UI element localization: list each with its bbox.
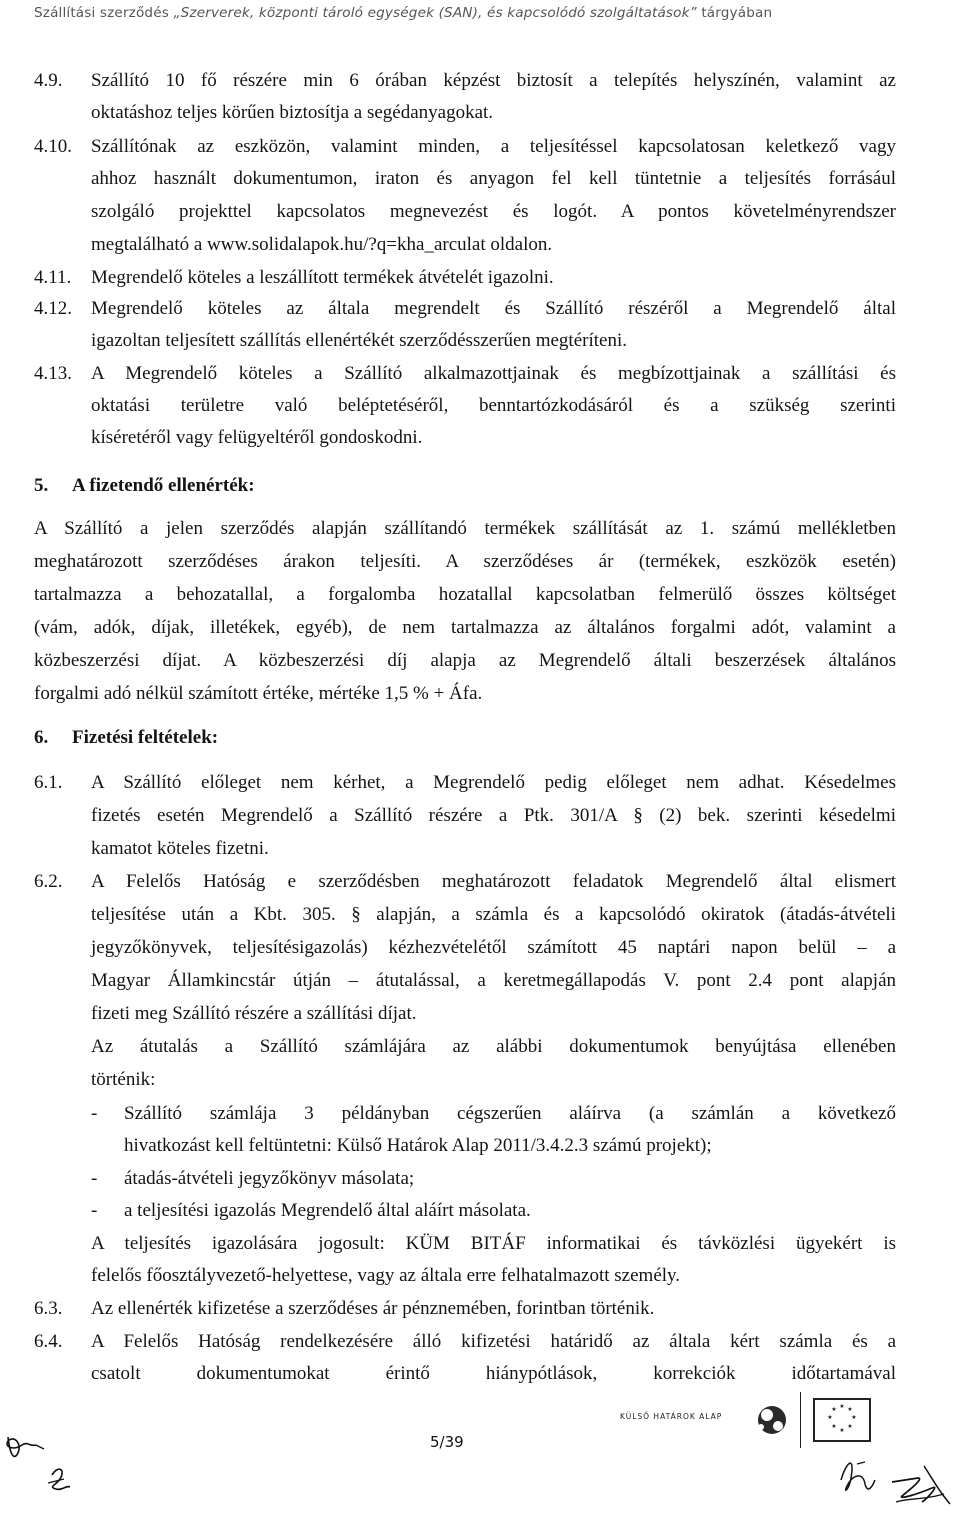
clause-number: 4.10.: [34, 136, 72, 157]
clause-line: Az átutalás a Szállító számlájára az alábbi dokumentumok benyújtása ellenében: [91, 1036, 896, 1057]
bullet-line: hivatkozást kell feltüntetni: Külső Határok Alap 2011/3.4.2.3 számú projekt);: [124, 1135, 712, 1156]
clause-line: Magyar Államkincstár útján – átutalással, a keretmegállapodás V. pont 2.4 pont alapján: [91, 970, 896, 991]
running-header-suffix: tárgyában: [696, 5, 773, 21]
clause-line: kíséretéről vagy felügyeltéről gondoskodni.: [91, 427, 423, 448]
section-line: A Szállító a jelen szerződés alapján szállítandó termékek szállítását az 1. számú mellékletben: [34, 518, 896, 539]
clause-line: A Felelős Hatóság e szerződésben meghatározott feladatok Megrendelő által elismert: [91, 871, 896, 892]
eu-flag-star: ★: [831, 1406, 837, 1413]
word: dokumentumokat: [196, 1363, 330, 1384]
signature-initials-middle: [835, 1450, 887, 1500]
bullet-line: a teljesítési igazolás Megrendelő által aláírt másolata.: [124, 1200, 531, 1221]
fund-logo-text: KÜLSŐ HATÁROK ALAP: [620, 1412, 723, 1421]
bullet-line: Szállító számlája 3 példányban cégszerűen aláírva (a számlán a következő: [124, 1103, 896, 1124]
clause-number: 6.3.: [34, 1298, 63, 1319]
word: korrekciók: [653, 1363, 736, 1384]
clause-line: történik:: [91, 1069, 156, 1090]
clause-line: A Szállító előleget nem kérhet, a Megrendelő pedig előleget nem adhat. Késedelmes: [91, 772, 896, 793]
running-header: [34, 5, 934, 21]
bullet-dash: -: [91, 1168, 98, 1189]
section-line: meghatározott szerződéses árakon teljesíti. A szerződéses ár (termékek, eszközök esetén): [34, 551, 896, 572]
clause-number: 4.12.: [34, 298, 72, 319]
eu-flag-star: ★: [847, 1406, 853, 1413]
word: időtartamával: [791, 1363, 896, 1384]
eu-flag-icon: [812, 1397, 874, 1445]
running-header-title: „Szerverek, központi tároló egységek (SAN), és kapcsolódó szolgáltatások”: [173, 5, 697, 21]
clause-line: felelős főosztályvezető-helyettese, vagy az általa erre felhatalmazott személy.: [91, 1265, 681, 1286]
section-number: 5.: [34, 475, 49, 496]
fund-emblem-icon: [752, 1400, 792, 1440]
bullet-dash: -: [91, 1103, 98, 1124]
clause-line: Megrendelő köteles a leszállított termékek átvételét igazolni.: [91, 267, 554, 288]
running-header-prefix: Szállítási szerződés: [34, 5, 174, 21]
clause-line-with-link: megtalálható a www.solidalapok.hu/?q=kha_arculat oldalon.: [91, 234, 553, 255]
clause-last-line: [91, 1358, 896, 1390]
bullet-line: átadás-átvételi jegyzőkönyv másolata;: [124, 1168, 415, 1189]
eu-flag-star: ★: [839, 1427, 845, 1434]
section-line: forgalmi adó nélkül számított értéke, mértéke 1,5 % + Áfa.: [34, 683, 483, 704]
clause-line: oktatási területre való beléptetéséről, benntartózkodásáról és a szükség szerinti: [91, 395, 896, 416]
clause-number: 4.11.: [34, 267, 72, 288]
clause-line: A teljesítés igazolására jogosult: KÜM BITÁF informatikai és távközlési ügyekért is: [91, 1233, 896, 1254]
word: csatolt: [91, 1363, 141, 1384]
eu-flag-star: ★: [847, 1423, 853, 1430]
bullet-dash: -: [91, 1200, 98, 1221]
eu-flag-star: ★: [839, 1403, 845, 1410]
clause-line: A Megrendelő köteles a Szállító alkalmazottjainak és megbízottjainak a szállítási és: [91, 363, 896, 384]
eu-flag-star: ★: [827, 1414, 833, 1421]
section-line: közbeszerzési díjat. A közbeszerzési díj alapja az Megrendelő általi beszerzések általános: [34, 650, 896, 671]
eu-flag-star: ★: [851, 1414, 857, 1421]
clause-line: Az ellenérték kifizetése a szerződéses ár pénznemében, forintban történik.: [91, 1298, 655, 1319]
footer-divider: [800, 1392, 801, 1448]
clause-number: 6.4.: [34, 1331, 63, 1352]
section-title: A fizetendő ellenérték:: [72, 475, 255, 496]
clause-number: 4.13.: [34, 363, 72, 384]
section-line: (vám, adók, díjak, illetékek, egyéb), de nem tartalmazza az általános forgalmi adót, valamint a: [34, 617, 896, 638]
clause-line: A Felelős Hatóság rendelkezésére álló kifizetési határidő az általa kért számla és a: [91, 1331, 896, 1352]
clause-line: szolgáló projekttel kapcsolatos megnevezést és logót. A pontos követelményrendszer: [91, 201, 896, 222]
page-number: 5/39: [430, 1433, 464, 1451]
section-title: Fizetési feltételek:: [72, 727, 219, 748]
section-line: tartalmazza a behozatallal, a forgalomba hozatallal kapcsolatban felmerülő összes költséget: [34, 584, 896, 605]
clause-number: 6.1.: [34, 772, 63, 793]
word: érintő: [385, 1363, 430, 1384]
clause-line: Szállító 10 fő részére min 6 órában képzést biztosít a telepítés helyszínén, valamint az: [91, 70, 896, 91]
clause-line: teljesítése után a Kbt. 305. § alapján, a számla és a kapcsolódó okiratok (átadás-átvételi: [91, 904, 896, 925]
signature-initials-right: [888, 1458, 956, 1510]
word: hiánypótlások,: [485, 1363, 598, 1384]
clause-number: 4.9.: [34, 70, 63, 91]
clause-line: fizetés esetén Megrendelő a Szállító részére a Ptk. 301/A § (2) bek. szerinti késedelmi: [91, 805, 896, 826]
clause-line: jegyzőkönyvek, teljesítésigazolás) kézhezvételétől számított 45 naptári napon belül – a: [91, 937, 896, 958]
section-number: 6.: [34, 727, 49, 748]
signature-initials-left: [0, 1425, 80, 1505]
clause-line: Szállítónak az eszközön, valamint minden, a teljesítéssel kapcsolatosan keletkező vagy: [91, 136, 896, 157]
clause-number: 6.2.: [34, 871, 63, 892]
clause-line: ahhoz használt dokumentumon, iraton és anyagon fel kell tüntetnie a teljesítés forrásául: [91, 168, 896, 189]
clause-line: igazoltan teljesített szállítás ellenértékét szerződésszerűen megtéríteni.: [91, 330, 627, 351]
clause-line: fizeti meg Szállító részére a szállítási díjat.: [91, 1003, 417, 1024]
eu-flag-star: ★: [831, 1423, 837, 1430]
clause-line: oktatáshoz teljes körűen biztosítja a segédanyagokat.: [91, 102, 494, 123]
clause-line: Megrendelő köteles az általa megrendelt és Szállító részéről a Megrendelő által: [91, 298, 896, 319]
clause-line: kamatot köteles fizetni.: [91, 838, 269, 859]
